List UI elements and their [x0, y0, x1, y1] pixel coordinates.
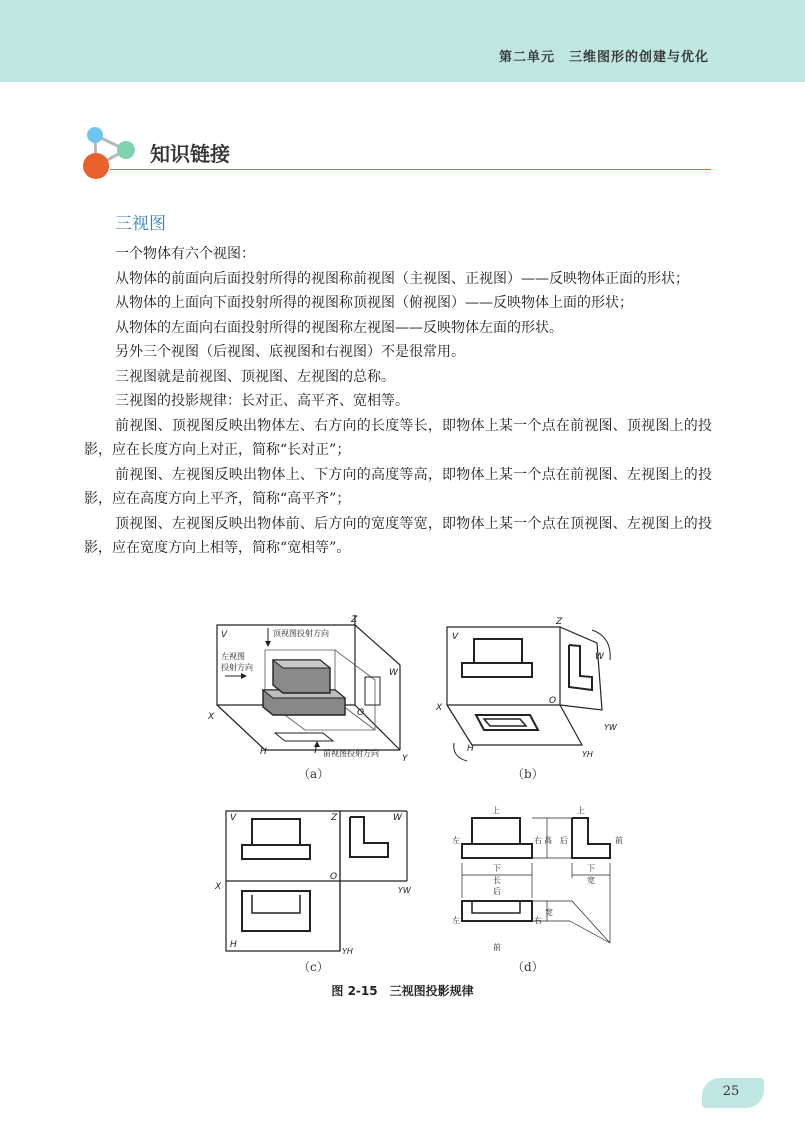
label-shang-front: 上 [492, 806, 500, 815]
figure-a-isometric [205, 615, 415, 765]
label-kuan-top: 宽 [545, 908, 553, 917]
figure-d-label: （d） [512, 960, 544, 974]
axis-h-label: H [260, 747, 267, 757]
axis-v-label: V [452, 632, 459, 642]
axis-o-label: O [549, 696, 557, 706]
paragraph: 三视图的投影规律：长对正、高平齐、宽相等。 [115, 393, 409, 409]
figure-c-label: （c） [298, 960, 329, 974]
left-projection-direction-label-1: 左视图 [221, 652, 245, 661]
label-hou-side: 后 [560, 836, 568, 845]
axis-o-label: O [357, 708, 365, 718]
axis-x-label: X [215, 882, 222, 892]
topic-title: 三视图 [115, 214, 166, 234]
label-kuan-side: 宽 [587, 876, 595, 885]
axis-z-label: Z [331, 813, 338, 823]
section-divider [110, 169, 711, 170]
axis-o-label: O [330, 872, 338, 882]
label-hou-top: 后 [493, 887, 501, 896]
label-you-top: 右 [534, 916, 542, 925]
figure-b-label: （b） [512, 767, 544, 781]
paragraph: 顶视图、左视图反映出物体前、后方向的宽度等宽，即物体上某一个点在顶视图、左视图上的投影，应在宽度方向上相等，简称“宽相等”。 [84, 515, 712, 556]
label-qian-top: 前 [493, 943, 501, 952]
paragraph: 一个物体有六个视图： [115, 246, 255, 262]
axis-h-label: H [467, 744, 474, 754]
axis-w-label: W [595, 652, 604, 662]
chapter-title: 第二单元 三维图形的创建与优化 [498, 50, 709, 65]
paragraph: 从物体的左面向右面投射所得的视图称左视图——反映物体左面的形状。 [115, 319, 563, 336]
axis-v-label: V [221, 630, 228, 640]
axis-x-label: X [436, 703, 443, 713]
label-xia-front: 下 [493, 864, 501, 873]
label-zuo-top: 左 [452, 916, 460, 925]
axis-x-label: X [208, 712, 215, 722]
label-qian-side: 前 [615, 836, 623, 845]
figure-a-label: （a） [298, 767, 330, 781]
paragraph: 前视图、顶视图反映出物体左、右方向的长度等长，即物体上某一个点在前视图、顶视图上的投影，应在长度方向上对正，简称“长对正”； [84, 417, 712, 458]
knowledge-link-icon [80, 124, 142, 182]
paragraph: 从物体的前面向后面投射所得的视图称前视图（主视图、正视图）——反映物体正面的形状； [115, 270, 689, 287]
label-you-front: 右 [534, 836, 542, 845]
axis-z-label: Z [351, 615, 358, 625]
label-xia-side: 下 [587, 864, 595, 873]
label-zuo-front: 左 [452, 836, 460, 845]
paragraph: 前视图、左视图反映出物体上、下方向的高度等高，即物体上某一个点在前视图、左视图上的投影，应在高度方向上平齐，简称“高平齐”； [84, 466, 712, 507]
figure-caption: 图 2-15 三视图投影规律 [331, 984, 474, 998]
axis-yw-label: YW [398, 886, 411, 895]
paragraph: 三视图就是前视图、顶视图、左视图的总称。 [115, 368, 395, 385]
paragraph: 从物体的上面向下面投射所得的视图称顶视图（俯视图）——反映物体上面的形状； [115, 295, 633, 311]
paragraph: 另外三个视图（后视图、底视图和右视图）不是很常用。 [115, 344, 465, 360]
label-shang-side: 上 [577, 806, 585, 815]
left-projection-direction-label-2: 投射方向 [221, 663, 253, 672]
page-number: 25 [722, 1084, 740, 1099]
body-text [84, 242, 712, 561]
figure-b-unfolding [432, 615, 632, 765]
axis-w-label: W [393, 813, 402, 823]
axis-yh-label: YH [342, 947, 353, 956]
header-band [0, 0, 805, 82]
axis-w-label: W [389, 668, 398, 678]
section-title: 知识链接 [150, 142, 230, 166]
axis-v-label: V [230, 813, 237, 823]
label-gao: 高 [544, 836, 552, 845]
axis-h-label: H [230, 940, 237, 950]
label-chang: 长 [493, 876, 501, 885]
axis-y-label: Y [402, 754, 408, 764]
axis-yh-label: YH [582, 750, 593, 759]
figure-d-projection-rules [450, 803, 630, 953]
axis-yw-label: YW [604, 723, 617, 732]
front-projection-direction-label: 前视图投射方向 [323, 749, 379, 758]
figure-c-three-views [212, 803, 417, 958]
top-projection-direction-label: 顶视图投射方向 [273, 629, 329, 638]
axis-z-label: Z [556, 617, 563, 627]
